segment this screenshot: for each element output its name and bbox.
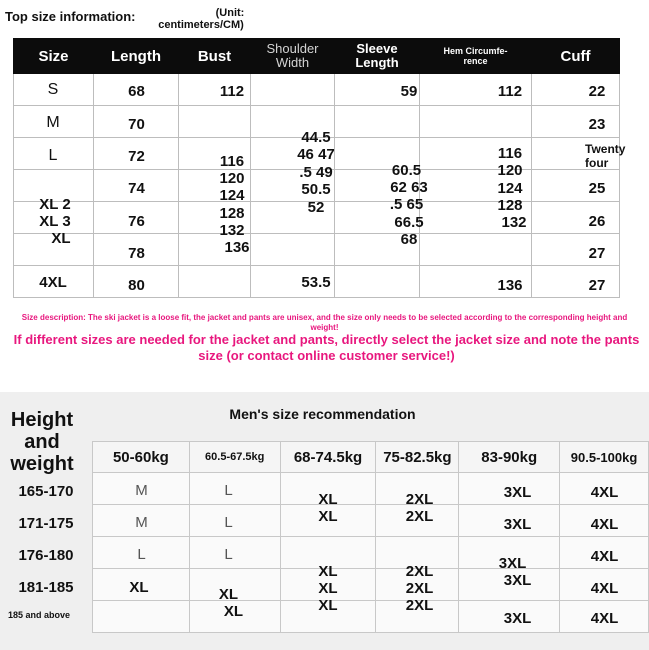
top-size-title: Top size information: [5, 9, 136, 24]
rec-75-82: 2XL [405, 580, 434, 597]
hem-value: 120 [497, 162, 523, 179]
rec-83-90: 3XL [498, 555, 527, 572]
header-bust: Bust [179, 39, 251, 74]
bust-value: 136 [224, 239, 250, 256]
hem-value: 132 [501, 214, 527, 231]
length-xl2: 74 [128, 180, 145, 197]
size-l: L [48, 147, 58, 164]
cuff-s: 22 [588, 83, 606, 100]
cuff-xl2: 25 [588, 180, 606, 197]
length-s: 68 [128, 83, 145, 100]
table-header-row [14, 39, 620, 74]
weight-header: 90.5-100kg [560, 442, 649, 473]
rec-60-67: L [224, 482, 233, 499]
rec-83-90: 3XL [503, 610, 532, 627]
bust-s: 112 [219, 83, 245, 100]
rec-83-90: 3XL [503, 516, 532, 533]
cuff-xl: 27 [588, 245, 606, 262]
rec-75-82: 2XL [405, 563, 434, 580]
sleeve-value: .5 65 [389, 196, 424, 213]
size-m: M [46, 114, 60, 131]
rec-75-82: 2XL [405, 597, 434, 614]
weight-header: 68-74.5kg [280, 442, 376, 473]
rec-90-100: 4XL [590, 548, 619, 565]
rec-60-67: L [224, 546, 233, 563]
rec-75-82: 2XL [405, 491, 434, 508]
height-165-170: 165-170 [18, 483, 74, 500]
length-4xl: 80 [128, 277, 145, 294]
length-l: 72 [128, 148, 145, 165]
mix-size-notice: If different sizes are needed for the jacket and pants, directly select the jacket size and note the pants size (or contact online customer service!) [13, 332, 640, 363]
rec-90-100: 4XL [590, 516, 619, 533]
header-cuff: Cuff [532, 39, 620, 74]
shoulder-value: 44.5 [301, 129, 331, 146]
bust-value: 116 [219, 153, 245, 170]
rec-75-82: 2XL [405, 508, 434, 525]
bust-value: 128 [219, 205, 245, 222]
rec-60-67: XL [223, 603, 244, 620]
sleeve-value: 68 [400, 231, 418, 248]
sleeve-s: 59 [400, 83, 418, 100]
shoulder-value: .5 49 [299, 164, 333, 181]
size-4xl: 4XL [39, 274, 67, 291]
rec-68-74: XL [318, 580, 338, 597]
length-xl: 78 [128, 245, 145, 262]
cuff-m: 23 [588, 116, 606, 133]
rec-83-90: 3XL [503, 484, 532, 501]
hem-value: 128 [497, 197, 523, 214]
rec-50-60: M [135, 482, 148, 499]
unit-label-line1: (Unit: [215, 7, 245, 19]
hem-s: 112 [497, 83, 523, 100]
bust-value: 124 [219, 187, 245, 204]
weight-header: 60.5-67.5kg [189, 442, 280, 473]
hem-value: 124 [497, 180, 523, 197]
hem-4xl: 136 [497, 277, 523, 294]
rec-90-100: 4XL [590, 484, 619, 501]
sleeve-value: 66.5 [394, 214, 424, 231]
shoulder-value: 52 [307, 199, 325, 216]
unit-label-line2: centimeters/CM) [158, 19, 244, 31]
bust-value: 120 [219, 170, 245, 187]
rec-50-60: XL [129, 579, 149, 596]
shoulder-value: 50.5 [301, 181, 331, 198]
size-s: S [47, 81, 59, 98]
cuff-l-line2: four [585, 156, 609, 170]
rec-60-67: L [224, 514, 233, 531]
hem-value: 116 [497, 145, 523, 162]
rec-50-60: L [137, 546, 146, 563]
header-length: Length [94, 39, 179, 74]
length-m: 70 [128, 116, 145, 133]
weight-header-row [93, 442, 649, 473]
header-hem-circumference: Hem Circumfe- rence [420, 39, 532, 74]
rec-90-100: 4XL [590, 610, 619, 627]
size-description-note: Size description: The ski jacket is a loose fit, the jacket and pants are unisex, and the size only needs to be selected according to the corresponding height and weight! [21, 313, 628, 332]
header-size: Size [14, 39, 94, 74]
header-sleeve-length: Sleeve Length [335, 39, 420, 74]
shoulder-4xl: 53.5 [301, 274, 331, 291]
rec-68-74: XL [318, 563, 338, 580]
length-xl3: 76 [128, 213, 145, 230]
sleeve-value: 60.5 [391, 162, 422, 179]
rec-90-100: 4XL [590, 580, 619, 597]
weight-header: 50-60kg [93, 442, 190, 473]
weight-header: 75-82.5kg [376, 442, 459, 473]
cuff-4xl: 27 [588, 277, 606, 294]
weight-header: 83-90kg [459, 442, 560, 473]
height-181-185: 181-185 [18, 579, 74, 596]
shoulder-value: 46 47 [297, 146, 335, 163]
sleeve-value: 62 63 [390, 179, 428, 196]
recommendation-title: Men's size recommendation [229, 406, 416, 422]
height-weight-label: Height and weight [10, 409, 74, 475]
rec-60-67: XL [218, 586, 239, 603]
header-shoulder-width: Shoulder Width [251, 39, 335, 74]
bust-value: 132 [219, 222, 245, 239]
size-xl3: XL 3 [39, 213, 71, 230]
rec-83-90: 3XL [503, 572, 532, 589]
height-176-180: 176-180 [18, 547, 74, 564]
rec-68-74: XL [318, 508, 338, 525]
size-xl: XL [51, 230, 71, 247]
size-xl2: XL 2 [39, 196, 71, 213]
rec-50-60: M [135, 514, 148, 531]
height-185-above: 185 and above [8, 610, 71, 620]
height-171-175: 171-175 [18, 515, 74, 532]
cuff-l-line1: Twenty [585, 142, 626, 156]
rec-68-74: XL [318, 597, 338, 614]
rec-68-74: XL [318, 491, 338, 508]
cuff-xl3: 26 [588, 213, 606, 230]
